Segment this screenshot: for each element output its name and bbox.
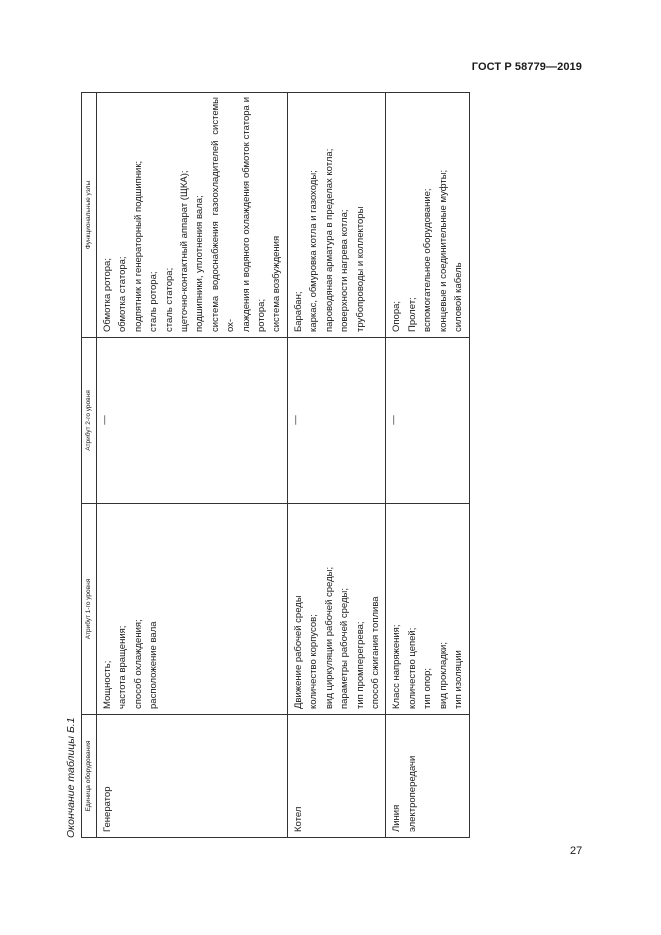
attr1-item: параметры рабочей среды; [339,588,351,709]
table-row [287,93,385,838]
unit-name: Генератор [102,786,113,832]
column-header-attr2: Атрибут 2-го уровня [82,338,97,504]
attr2-dash: — [99,415,110,425]
attr1-item: частота вращения; [117,625,129,709]
attr1-item: способ охлаждения; [132,619,144,709]
table-row [386,93,470,838]
node-item: ротора; [256,298,268,332]
cell-attr2 [386,338,470,504]
attr2-dash: — [289,415,301,425]
page-number: 27 [570,845,583,857]
attr1-item: тип изоляции [452,650,464,709]
node-item: щеточно-контактный аппарат (ЩКА); [179,170,191,332]
attr1-item: тип опор; [422,667,434,709]
unit-name: Котел [292,806,304,832]
cell-nodes [97,93,288,338]
node-item: лаждения и водяного охлаждения обмоток статора и [240,97,252,332]
cell-attr2 [287,338,385,504]
attr2-dash: — [388,415,400,425]
node-item: силовой кабель [452,262,464,332]
attr1-item: тип промперегрева; [354,621,366,709]
attr1-item: количество корпусов; [308,614,320,709]
node-item: Барабан; [292,291,304,332]
cell-attr1 [287,504,385,715]
node-item: трубопроводы и коллекторы [354,206,366,332]
cell-unit [386,715,470,838]
cell-unit [97,715,288,838]
document-code: ГОСТ Р 58779—2019 [471,61,582,73]
table-caption: Окончание таблицы Б.1 [65,717,77,838]
table-header-row [82,93,97,838]
node-item: подпятник и генераторный подшипник; [132,160,144,332]
unit-name: Линия электропередачи [391,755,418,832]
cell-unit [287,715,385,838]
node-item: концевые и соединительные муфты; [437,169,449,332]
node-item: система возбуждения [271,235,283,332]
node-item: Обмотка ротора; [102,258,113,332]
node-item: подшипники, уплотнения вала; [194,195,206,332]
attr1-item: способ сжигания топлива [369,596,381,709]
node-item: Опора; [391,300,403,332]
attr1-item: Движение рабочей среды [292,595,304,709]
attr1-item: Класс напряжения; [391,624,403,709]
cell-nodes [386,93,470,338]
equipment-table [81,92,470,838]
node-item: поверхности нагрева котла; [339,209,351,332]
column-header-attr1: Атрибут 1-го уровня [82,504,97,715]
rotated-table-container [61,93,464,838]
column-header-unit: Единица оборудования [82,715,97,838]
node-item: каркас, обмуровка котла и газоходы; [308,170,320,332]
node-item: пароводяная арматура в пределах котла; [323,148,335,332]
column-header-nodes: Функциональные узлы [82,93,97,338]
table-row [97,93,288,838]
attr1-item: вид циркуляции рабочей среды; [323,566,335,709]
cell-nodes [287,93,385,338]
cell-attr2 [97,338,288,504]
cell-attr1 [386,504,470,715]
attr1-item: Мощность; [102,660,113,709]
node-item: сталь статора; [163,267,175,332]
attr1-item: вид прокладки; [437,642,449,709]
attr1-item: количество цепей; [406,627,418,709]
node-item: вспомогательное оборудование; [422,188,434,332]
node-item: система водоснабжения газоохладителей системы ох- [209,97,237,332]
attr1-item: расположение вала [148,621,160,709]
cell-attr1 [97,504,288,715]
node-item: обмотка статора; [117,256,129,332]
node-item: сталь ротора; [148,271,160,332]
node-item: Пролет; [406,297,418,332]
